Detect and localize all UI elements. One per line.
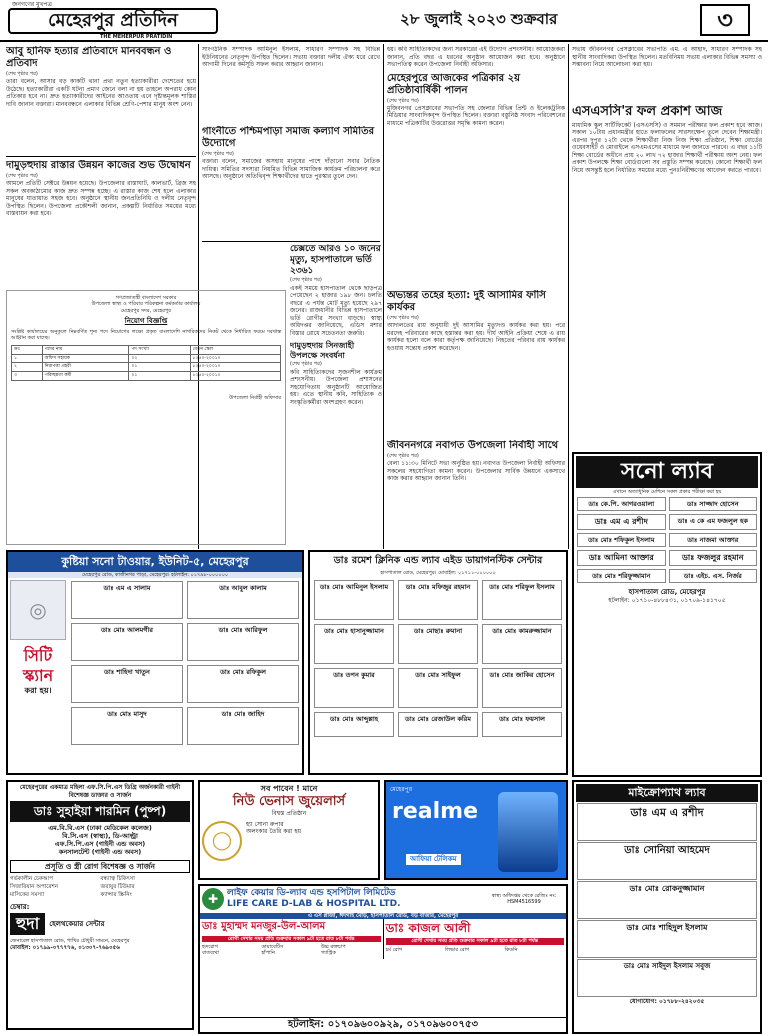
doctor-name: ডাঃ মোঃ আমিনুল ইসলাম <box>319 583 389 592</box>
table-cell: পদের নাম <box>42 346 129 355</box>
headline: এসএসসি'র ফল প্রকাশ আজ <box>572 104 723 119</box>
ad-tagline: সব পাবেন ! মানে <box>260 784 318 793</box>
article-body: হয়। কবি সাহিত্যিকদের জন্য সরকারের এই উদ্যোগ প্রশংসনীয়। আয়োজকরা জানান, প্রতি বছর এ ধরনের অনুষ্ঠান আয়োজন করা হবে। অনুষ্ঠানে সভাপতিত্ব করেন উপজেলা নির্বাহী অফিসার। <box>387 46 565 68</box>
table-cell: ০১ <box>129 363 190 372</box>
chamber-label: চেম্বার: <box>10 902 30 911</box>
ad-subtitle: হাসপাতাল রোড, মেহেরপুর। মোবাইল: ০১৭১১-০০০০০০ <box>380 569 496 576</box>
service-item: বাতব্যথা <box>202 950 219 957</box>
ad-ramesh-clinic <box>308 550 568 775</box>
ad-tagline: মেহেরপুর <box>390 786 413 793</box>
ad-realme <box>384 780 568 880</box>
doctor-name: ডাঃ মোঃ আরিফুল <box>218 626 268 634</box>
continued-marker: (শেষ পৃষ্ঠার পর) <box>6 173 38 179</box>
ad-phone: যোগাযোগ: ০১৭৮৮-২৪২০৩৫ <box>629 997 705 1005</box>
service-item: কিডনি <box>504 946 518 953</box>
doctor-name: ডাঃ এ কে এম ফজলুল হক <box>669 514 758 530</box>
ad-title: সনো ল্যাব <box>576 456 758 488</box>
ad-micropath-lab <box>572 780 762 1034</box>
newspaper-title: মেহেরপুর প্রতিদিন <box>8 8 218 34</box>
service-item: বন্ধ্যাত্ব চিকিৎসা <box>100 875 135 882</box>
headline: আবু হানিফ হত্যার প্রতিবাদে মানববন্ধন ও প্রতিবাদ <box>6 46 172 69</box>
article-a4 <box>202 126 380 241</box>
doctor-name: ডাঃ আমিনা আক্তার <box>577 550 666 566</box>
newspaper-subtitle: THE MEHERPUR PRATIDIN <box>100 34 173 40</box>
continued-marker: (শেষ পৃষ্ঠার পর) <box>387 97 419 104</box>
continued-marker: (শেষ পৃষ্ঠার পর) <box>202 151 234 157</box>
continued-marker: (শেষ পৃষ্ঠার পর) <box>290 277 322 284</box>
doctor-name: ডাঃ মোঃ কামরুজ্জামান <box>492 627 552 636</box>
cross-icon: ✚ <box>202 888 224 910</box>
doctor-name: ডাঃ তপন কুমার <box>333 671 375 680</box>
doctor-name: ডাঃ কে.পি. আগরওয়ালা <box>577 497 666 511</box>
ad-text: অলংকার তৈরি করা হয় <box>246 828 302 836</box>
headline: জীবননগরে নবাগত উপজেলা নির্বাহী সাথে <box>387 440 559 451</box>
article-body: কবি সাহিত্যিকদের সৃজনশীল কার্যক্রম প্রশংসনীয়। উপজেলা প্রশাসনের সহযোগিতায় অনুষ্ঠানটি আয়োজিত হয়। এতে স্থানীয় কবি, সাহিত্যিক ও সংস্কৃতিকর্মীরা অংশগ্রহণ করেন। <box>290 368 382 406</box>
doctor-name: ডাঃ মোঃ শরিফুজ্জামান <box>577 569 666 583</box>
article-a9 <box>387 290 565 440</box>
notice-body: সংশ্লিষ্ট কার্যালয়ের অনুকূলে নিম্নবর্ণিত শূন্য পদে নিয়োগের লক্ষ্যে প্রকৃত বাংলাদেশি নাগরিকদের নিকট থেকে নির্ধারিত ফরমে দরখাস্ত আহ্বান করা যাচ্ছে। <box>11 328 281 341</box>
service-item: চর্ম রোগ <box>385 946 403 953</box>
article-a10 <box>387 440 565 545</box>
doctor-name: ডাঃ মোঃ শরিফুল ইসলাম <box>489 583 555 592</box>
article-a11 <box>572 46 762 101</box>
issue-date: ২৮ জুলাই ২০২৩ শুক্রবার <box>400 10 558 28</box>
table-cell: পদ সংখ্যা <box>129 346 190 355</box>
doctor-name: ডাঃ মোঃ হাসানুজ্জামান <box>324 627 384 636</box>
doctor-name: ডাঃ মোঃ আব্দুল্লাহ <box>329 715 379 724</box>
table-cell: নিরাপত্তা প্রহরী <box>42 363 129 372</box>
masthead <box>0 0 768 42</box>
notice-table <box>11 345 281 381</box>
ct-scan-sub: করা হয়। <box>24 686 52 695</box>
ad-title: ডাঃ রমেশ ক্লিনিক এন্ড ল্যাব এইড ডায়াগনস্টিক সেন্টার <box>333 555 543 566</box>
table-cell: পরিচ্ছন্নতা কর্মী <box>42 371 129 380</box>
doctor-name: ডাঃ মোঃ আলমগীর <box>101 626 153 634</box>
doctor-name: ডাঃ শাহিদা খাতুন <box>104 668 150 676</box>
ad-subtitle: এখানে অত্যাধুনিক মেশিনে সকল প্রকার পরীক্ষা করা হয় <box>612 488 722 495</box>
table-cell: ০২ <box>129 354 190 363</box>
ad-phone: মোবাইল: ০১৭৯৯-০৭৭৭৭৬, ০১৩০৭-৭৬৯০৫৬ <box>10 944 120 951</box>
article-a5 <box>290 244 382 544</box>
headline: মেহেরপুরে আজকের পত্রিকার ২য় প্রতিষ্ঠাবার্ষিকী পালন <box>387 72 521 96</box>
service-item: গ্যাস্ট্রিক <box>321 950 336 957</box>
ad-text: হ্যা সোনা রুপার <box>246 820 284 828</box>
article-body: বেলা ১১:৩০ মিনিটে সভা অনুষ্ঠিত হয়। নবাগত উপজেলা নির্বাহী অফিসার সকলের সহযোগিতা কামনা করেন। উপজেলার সার্বিক উন্নয়নে একসাথে কাজ করার আহ্বান জানান তিনি। <box>387 460 565 483</box>
service-item: উচ্চ রক্তচাপ <box>321 944 346 951</box>
doctor-name: ডাঃ নাজমা আক্তার <box>669 533 758 547</box>
table-cell: ০১ <box>129 371 190 380</box>
article-a2 <box>6 160 196 285</box>
ad-subtitle: বিশ্বস্ত প্রতিষ্ঠান <box>271 810 307 818</box>
article-a12 <box>572 104 762 449</box>
center-logo: হুদা <box>10 913 45 935</box>
article-body: মুজিবনগর প্রেসক্লাবের সভাপতি সহ জেলার বিভিন্ন প্রিন্ট ও ইলেকট্রনিক মিডিয়ার সাংবাদিকবৃন্দ উপস্থিত ছিলেন। বক্তারা বস্তুনিষ্ঠ সংবাদ পরিবেশনের মাধ্যমে পত্রিকাটির উত্তরোত্তর সমৃদ্ধি কামনা করেন। <box>387 104 565 127</box>
notice-line: মেহেরপুর সদর, মেহেরপুর <box>120 307 172 314</box>
center-name: হেলথকেয়ার সেন্টার <box>49 919 105 928</box>
doctor-name: ডাঃ এম এ রশীদ <box>577 514 666 530</box>
column-divider <box>568 44 569 549</box>
doctor-name: ডাঃ মোঃ মাসুদ <box>107 710 147 718</box>
ad-sono-lab <box>572 452 762 777</box>
phone-image <box>498 792 558 872</box>
doctor-name: ডাঃ সোনিয়া আহমেদ <box>624 844 710 856</box>
table-row <box>12 354 281 363</box>
service-item: ডায়াবেটিস <box>261 944 284 951</box>
table-cell: ৮২৫০-২০০১০ <box>190 354 280 363</box>
notice-box <box>6 290 286 545</box>
article-body: আদালতের রায় অনুযায়ী দুই আসামির মৃত্যুদণ্ড কার্যকর করা হয়। পরে মরদেহ পরিবারের কাছে হস্তান্তর করা হয়। দীর্ঘ আইনি প্রক্রিয়া শেষে এ রায় কার্যকর হলো বলে কারা কর্তৃপক্ষ জানিয়েছে। নিহতের পরিবার রায় কার্যকর হওয়ায় সন্তোষ প্রকাশ করেছেন। <box>387 322 565 352</box>
continued-marker: (শেষ পৃষ্ঠার পর) <box>6 71 38 77</box>
ad-title: মাইক্রোপ্যাথ ল্যাব <box>576 784 758 802</box>
ad-title: কুষ্টিয়া সনো টাওয়ার, ইউনিট-৫, মেহেরপুর <box>8 552 302 572</box>
notice-line: গণপ্রজাতন্ত্রী বাংলাদেশ সরকার <box>115 295 177 301</box>
ad-sono-tower <box>6 550 304 775</box>
doctor-degree: কনসালটেন্ট (গাইনী এন্ড অবস) <box>58 848 142 857</box>
doctor-name: ডাঃ মোঃ জাকির হোসেন <box>489 671 555 680</box>
doctor-name: ডাঃ মোঃ সাইদুল ইসলাম সবুজ <box>623 961 711 970</box>
article-a7 <box>387 46 565 231</box>
service-item: জরায়ুর টিউমার <box>100 883 135 890</box>
service-item: সিজারিয়ান অপারেশন <box>10 883 59 890</box>
tagline: জনগণের মুখপত্র <box>12 1 52 8</box>
table-row <box>12 371 281 380</box>
doctor-name: ডাঃ মুহাম্মদ মনজুর-উল-আলম <box>202 921 326 933</box>
table-cell: ৮২৫০-২০০১০ <box>190 363 280 372</box>
divider <box>6 156 196 157</box>
doctor-name: ডাঃ মোঃ সাইফুল <box>415 671 461 680</box>
notice-title: নিয়োগ বিজ্ঞপ্তি <box>124 316 168 325</box>
service-item: ক্যান্সার স্ক্রিনিং <box>100 891 132 898</box>
ring-icon: ◯ <box>202 821 242 861</box>
article-body: সভায় জীবননগর প্রেসক্লাবের সভাপতি এম. এ আহাদ, সাধারণ সম্পাদক সহ স্থানীয় সাংবাদিকরা উপস্থিত ছিলেন। মতবিনিময় সভায় এলাকার বিভিন্ন সমস্যা ও সম্ভাবনা নিয়ে আলোচনা করা হয়। <box>572 46 762 68</box>
continued-marker: (শেষ পৃষ্ঠার পর) <box>290 361 322 368</box>
ct-scan-label: সিটি স্ক্যান <box>22 646 54 685</box>
ad-address: হাসপাতাল রোড, মেহেরপুর <box>628 588 706 597</box>
reg-number: স্বাস্থ্য অধিদপ্তর থেকে রেজিঃ নং: HSM4516599 <box>491 893 557 906</box>
doctor-name: ডাঃ সুহাইয়া শারমিন (পুষ্প) <box>10 801 190 822</box>
doctor-name: ডাঃ ফজলুর রহমান <box>669 550 758 566</box>
ad-subtitle: মেহেরপুর রোড, কাজীনগর পাড়া, মেহেরপুর। হটলাইন: ০১৭৯৮-০০০০০০ <box>8 572 302 578</box>
ad-dr-suraiya <box>6 780 194 1030</box>
doctor-name: ডাঃ মোঃ রোকনুজ্জামান <box>629 883 705 893</box>
table-cell: ৮২৫০-২০০১০ <box>190 371 280 380</box>
ad-life-care <box>198 884 568 1034</box>
service-item: গর্ভকালীন চেকআপ <box>10 875 54 882</box>
specialty: প্রসূতি ও স্ত্রী রোগ বিশেষজ্ঞ ও সার্জন <box>10 860 190 873</box>
article-body: সাংগঠনিক সম্পাদক আমিনুল ইসলাম, সাধারণ সম্পাদক সহ বিভিন্ন ইউনিয়নের নেতৃবৃন্দ উপস্থিত ছিলেন। সভায় বক্তারা দলীয় ঐক্য ধরে রেখে আগামী দিনের কর্মসূচি সফল করার আহ্বান জানান। <box>202 46 380 68</box>
headline: অভ্যন্তর তহের হত্যা: দুই আসামির ফাঁসি কার্যকর <box>387 290 546 313</box>
doctor-name: ডাঃ মোঃ রফিকুল <box>220 668 266 676</box>
service-item: হাঁপানি <box>261 950 275 957</box>
ad-title: লাইফ কেয়ার ডি-ল্যাব এন্ড হসপিটাল লিমিটেড <box>227 888 396 898</box>
doctor-name: ডাঃ এইচ. এস. নির্জর <box>669 569 758 583</box>
continued-marker: (শেষ পৃষ্ঠার পর) <box>387 453 419 459</box>
doctor-degree: বি.সি.এস (স্বাস্থ্য), ডি-আল্ট্রা <box>62 832 138 841</box>
doctor-name: ডাঃ মোঃ শফিকুল ইসলাম <box>577 533 666 547</box>
page-number: ৩ <box>700 4 750 36</box>
doctor-name: ডাঃ আবুল কালাম <box>219 584 267 592</box>
column-divider <box>383 44 384 549</box>
notice-line: উপজেলা স্বাস্থ্য ও পরিবার পরিকল্পনা কর্মকর্তার কার্যালয় <box>91 301 201 308</box>
hotline: হটলাইন: ০১৭০৯৬০০৯২৯, ০১৭০৯৬০০৭৫৩ <box>200 1017 566 1033</box>
service-item: হৃদরোগ <box>202 944 218 951</box>
divider <box>202 241 380 242</box>
article-a1 <box>6 46 196 156</box>
doctor-name: ডাঃ মোঃ মফিজুর রহমান <box>405 583 471 592</box>
headline: চেক্সতে আরও ১০ জনের মৃত্যু, হাসপাতালে ভর্তি ২৩৬১ <box>290 244 381 276</box>
headline: দামুড়হুদায় সিনজাহী উপলক্ষে সংবর্ধনা <box>290 341 355 360</box>
table-cell: ২ <box>12 363 43 372</box>
table-row <box>12 363 281 372</box>
doctor-name: ডাঃ কাজল আলী <box>385 921 471 936</box>
doctor-name: ডাঃ সাজ্জাদ হোসেন <box>669 497 758 511</box>
table-cell: বেতন স্কেল <box>190 346 280 355</box>
brand-logo: realme <box>392 798 479 824</box>
ad-jewellers <box>198 780 380 880</box>
ad-title: নিউ ভেনাস জুয়েলার্স <box>232 794 346 809</box>
doctor-name: ডাঃ এম এ রশীদ <box>630 805 704 819</box>
table-row <box>12 346 281 355</box>
doctor-name: ডাঃ এম এ সালাম <box>103 584 151 592</box>
article-body: বক্তারা বলেন, সমাজের অসহায় মানুষের পাশে দাঁড়ানো সবার নৈতিক দায়িত্ব। সমিতির সদস্যরা নিয়মিত বিভিন্ন সামাজিক কার্যক্রম পরিচালনা করে আসছে। অনুষ্ঠানে অতিথিবৃন্দ শিক্ষার্থীদের হাতে পুরস্কার তুলে দেন। <box>202 158 380 181</box>
doctor-name: ডাঃ মোঃ জাহিদ <box>221 710 265 718</box>
article-body: মাধ্যমিক স্কুল সার্টিফিকেট (এসএসসি) ও সমমান পরীক্ষার ফল প্রকাশ হবে আজ। সকাল ১০টায় প্রধানমন্ত্রীর হাতে ফলাফলের সারসংক্ষেপ তুলে দেবেন শিক্ষামন্ত্রী। এরপর দুপুর ১২টা থেকে শিক্ষার্থীরা নিজ নিজ শিক্ষা প্রতিষ্ঠান, শিক্ষা বোর্ডের ওয়েবসাইট ও মোবাইলে এসএমএসের মাধ্যমে ফল জানতে পারবে। এ বছর ১১টি শিক্ষা বোর্ডের অধীনে প্রায় ২০ লাখ ৭২ হাজার শিক্ষার্থী পরীক্ষায় অংশ নেয়। ফল প্রকাশ উপলক্ষে শিক্ষা বোর্ডগুলো সব প্রস্তুতি সম্পন্ন করেছে। কোনো শিক্ষার্থী ফল নিয়ে অসন্তুষ্ট হলে নির্ধারিত সময়ের মধ্যে পুনঃনিরীক্ষণের আবেদন করতে পারবে। <box>572 121 762 174</box>
doctor-degree: এফ.সি.পি.এস (গাইনী এন্ড অবস) <box>54 840 146 849</box>
doctor-name: ডাঃ মোঃ শাহিদুল ইসলাম <box>626 922 708 932</box>
doctor-name: ডাঃ মোঃ ফয়সাল <box>499 715 545 724</box>
service-item: মাসিকের সমস্যা <box>10 891 45 898</box>
ct-scanner-image: ◎ <box>10 580 66 640</box>
headline: গাংনীতে পশ্চিমপাড়া সমাজ কল্যাণ সমিতির উদ্যোগে <box>202 126 375 149</box>
ad-address: জেনারেল হাসপাতাল রোড, পাখির চৌধুরী সামনে, মেহেরপুর <box>10 938 130 945</box>
article-body: তারা বলেন, আসার বড় কাকটি থানা প্রথা নতুন হত্যাকারীরা দেশেতের হয়ে উঠেছে। হত্যাকারীরা একটি ঘটনা প্রমাণ জেনে বলা না হয় তাহলে অপরাধ কোন প্রতিকার হবে না। দ্রুত হত্যাকারীদের আইনের আওতায় এনে দৃষ্টান্তমূলক শাস্তির দাবি জানান বক্তারা। মানববন্ধনে এলাকার বিভিন্ন শ্রেণি-পেশার মানুষ অংশ নেন। <box>6 78 196 108</box>
ad-tagline: মেহেরপুরের একমাত্র মহিলা এফ.সি.পি.এস ডিগ্রি অর্জনকারী গাইনী বিশেষজ্ঞ ডাক্তার ও সার্জন <box>19 784 181 799</box>
doctor-name: ডাঃ মোছাঃ রুমানা <box>413 627 463 636</box>
ad-title-en: LIFE CARE D-LAB & HOSPITAL LTD. <box>227 899 401 910</box>
article-a3 <box>202 46 380 126</box>
visit-time: রোগী দেখার সময় প্রতি শুক্রবার সকাল ৯টা হতে রাত ৮টা পর্যন্ত <box>202 936 381 942</box>
table-cell: ক্রঃ <box>12 346 43 355</box>
ad-phone: হটলাইন: ০১৭১০-৪৮৮৪৩১, ০১৭০৯-১৪১৭০৫ <box>608 596 726 604</box>
continued-marker: (শেষ পৃষ্ঠার পর) <box>387 315 419 321</box>
doctor-degree: এম.বি.বি.এস (ঢাকা মেডিকেল কলেজ) <box>48 824 152 832</box>
table-cell: ১ <box>12 354 43 363</box>
table-cell: ৩ <box>12 371 43 380</box>
shop-name: আফিয়া টেলিকম <box>406 854 461 865</box>
article-body: একই সময়ে হাসপাতাল থেকে ছাড়পত্র পেয়েছেন ২ হাজার ১৯৮ জন। চলতি বছরে এ পর্যন্ত মোট মৃত্যু হয়েছে ২৯৭ জনের। রাজধানীর বিভিন্ন হাসপাতালে ভর্তি রোগীর সংখ্যা বাড়ছে। স্বাস্থ্য অধিদপ্তর জানিয়েছে, এডিস মশার বিস্তার রোধে সচেতনতা জরুরি। <box>290 284 382 337</box>
ad-address: এ এস প্লাজা, ঈদগাহ মোড়, হাসপাতাল রোড, বড় বাজার, মেহেরপুর <box>200 913 566 920</box>
headline: দামুড়হুদায় রাস্তার উন্নয়ন কাজের শুভ উদ্বোধন <box>6 160 191 171</box>
service-item: লিভার রোগ <box>445 946 470 953</box>
table-cell: অফিস সহায়ক <box>42 354 129 363</box>
notice-signature: উপজেলা নির্বাহী অফিসার <box>229 394 281 401</box>
doctor-name: ডাঃ মোঃ রেজাউল করিম <box>405 715 471 724</box>
article-body: আমলে প্রতিটি সেক্টরে উন্নয়ন হয়েছে। উপজেলার রাস্তাঘাট, কালভার্ট, ব্রিজ সহ সকল অবকাঠামোর কাজ দ্রুত সম্পন্ন হচ্ছে। এ রাস্তার কাজ শেষ হলে এলাকার মানুষের যাতায়াত সহজ হবে। অনুষ্ঠানে স্থানীয় জনপ্রতিনিধি ও দলীয় নেতৃবৃন্দ উপস্থিত ছিলেন। উপজেলা প্রকৌশলী জানান, প্রকল্পটি নির্ধারিত সময়ের মধ্যে বাস্তবায়ন করা হবে। <box>6 180 196 218</box>
visit-time: রোগী দেখার সময় প্রতি শুক্রবার সকাল ৯টা হতে রাত ৮টা পর্যন্ত <box>386 938 565 944</box>
